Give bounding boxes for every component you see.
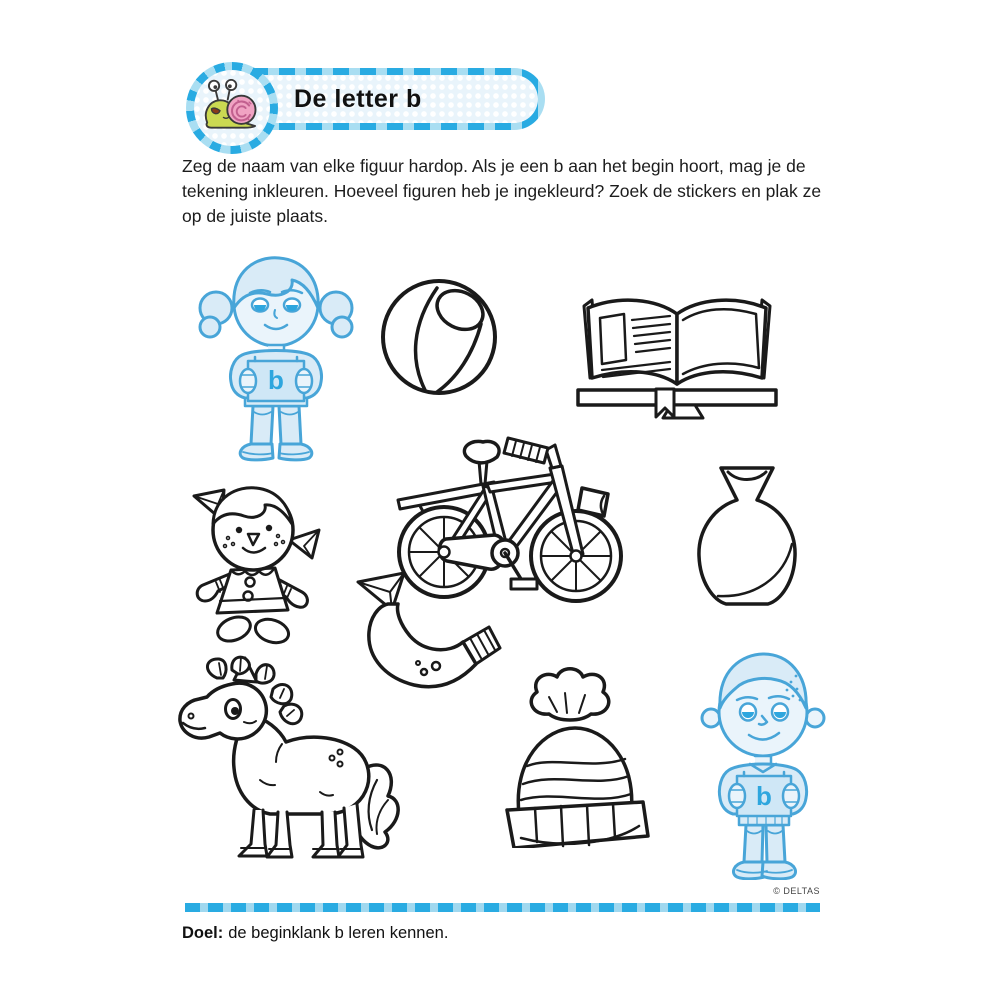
- boy-sign-letter: b: [756, 781, 772, 811]
- page-title: De letter b: [294, 84, 422, 113]
- snail-icon: [201, 79, 263, 137]
- instruction-text: Zeg de naam van elke figuur hardop. Als je een b aan het begin hoort, mag je de tekening inkleuren. Hoeveel figuren heb je ingekleurd? Zoek de stickers en plak ze op de juiste plaats.: [182, 156, 822, 226]
- boy-holding-b-sign-illustration: [692, 642, 834, 880]
- goal-line: [182, 924, 448, 943]
- doll-illustration: [186, 480, 324, 648]
- winter-hat-illustration: [497, 666, 653, 848]
- snail-badge: [186, 62, 278, 154]
- copyright-text: © DELTAS: [773, 886, 820, 896]
- girl-holding-b-sign-illustration: [195, 248, 357, 463]
- open-book-illustration: [568, 278, 786, 420]
- horse-illustration: [172, 652, 400, 866]
- goal-label: Doel:: [182, 924, 224, 942]
- striped-divider: [185, 903, 820, 912]
- title-banner-inner: [232, 75, 538, 123]
- girl-sign-letter: b: [268, 365, 284, 395]
- vase-illustration: [684, 462, 810, 614]
- ball-illustration: [378, 276, 500, 398]
- goal-text: de beginklank b leren kennen.: [228, 924, 449, 942]
